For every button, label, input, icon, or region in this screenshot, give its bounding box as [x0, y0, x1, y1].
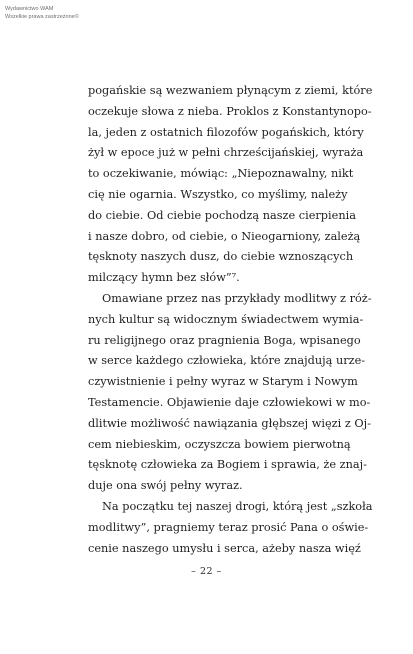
text-line: la, jeden z ostatnich filozofów pogańskich, który — [88, 125, 364, 139]
copyright-notice: Wszelkie prawa zastrzeżone© — [5, 14, 79, 20]
text-line: do ciebie. Od ciebie pochodzą nasze cierpienia — [88, 208, 356, 222]
text-line: cem niebieskim, oczyszcza bowiem pierwotną — [88, 437, 351, 451]
text-line: Omawiane przez nas przykłady modlitwy z róż- — [102, 291, 372, 305]
text-line: dlitwie możliwość nawiązania głębszej więzi z Oj- — [88, 416, 371, 430]
text-line: Na początku tej naszej drogi, którą jest „szkoła — [102, 499, 373, 513]
text-line: milczący hymn bez słów”⁷. — [88, 271, 240, 285]
text-line: cię nie ogarnia. Wszystko, co myślimy, należy — [88, 187, 348, 201]
text-line: Testamencie. Objawienie daje człowiekowi w mo- — [88, 395, 371, 409]
body-text — [88, 81, 373, 559]
text-line: czywistnienie i pełny wyraz w Starym i Nowym — [88, 375, 358, 389]
text-line: modlitwy”, pragniemy teraz prosić Pana o oświe- — [88, 520, 369, 534]
text-line: pogańskie są wezwaniem płynącym z ziemi, które — [88, 84, 373, 97]
page-number: – 22 – — [191, 566, 222, 577]
text-line: ru religijnego oraz pragnienia Boga, wpisanego — [88, 333, 361, 347]
text-line: żył w epoce już w pełni chrześcijańskiej, wyraża — [88, 146, 364, 160]
publisher-name: Wydawnictwo WAM — [5, 6, 54, 12]
text-line: to oczekiwanie, mówiąc: „Niepoznawalny, nikt — [88, 167, 354, 181]
text-line: i nasze dobro, od ciebie, o Nieogarniony, zależą — [88, 229, 361, 243]
text-line: tęsknoty naszych dusz, do ciebie wznoszących — [88, 250, 354, 264]
text-line: w serce każdego człowieka, które znajdują urze- — [88, 354, 366, 368]
text-line: nych kultur są widocznym świadectwem wymia- — [88, 312, 364, 326]
text-line: duje ona swój pełny wyraz. — [88, 479, 243, 493]
text-line: tęsknotę człowieka za Bogiem i sprawia, że znaj- — [88, 458, 367, 472]
publisher-watermark — [5, 5, 79, 21]
text-line: oczekuje słowa z nieba. Proklos z Konstantynopo- — [88, 104, 372, 118]
text-line: cenie naszego umysłu i serca, ażeby nasza więź — [88, 541, 361, 555]
